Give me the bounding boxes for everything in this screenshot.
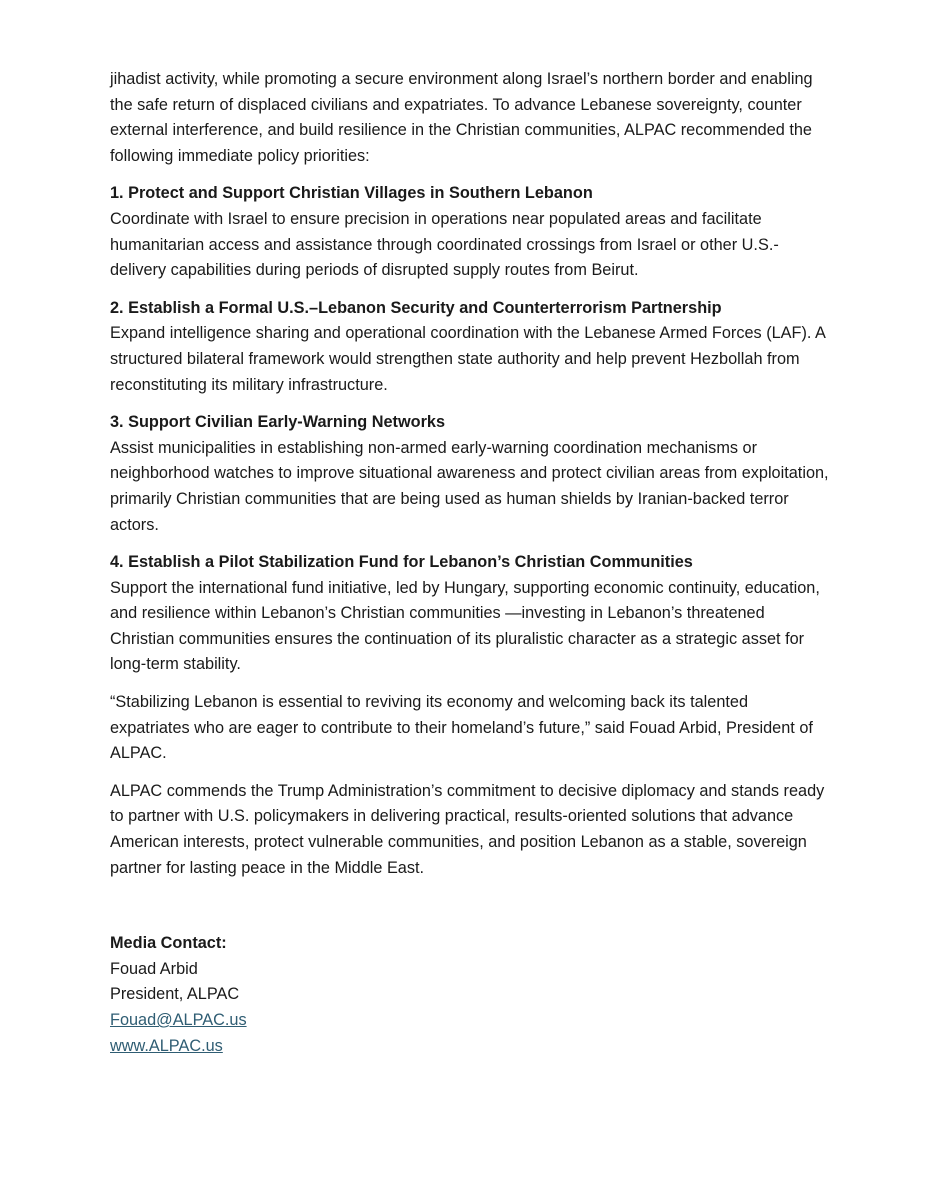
priority-1-body: Coordinate with Israel to ensure precision in operations near populated areas and facilitate humanitarian access and assistance through coordinated crossings from Israel or other U.S.-delivery capabilities during periods of disrupted supply routes from Beirut. bbox=[110, 209, 779, 280]
contact-name: Fouad Arbid bbox=[110, 959, 198, 978]
contact-title: President, ALPAC bbox=[110, 985, 240, 1004]
contact-website-link[interactable]: www.ALPAC.us bbox=[110, 1036, 223, 1055]
policy-priority-3 bbox=[110, 410, 830, 538]
priority-3-body: Assist municipalities in establishing non-armed early-warning coordination mechanisms or neighborhood watches to improve situational awareness and protect civilian areas from exploitation, primarily Christian communities that are being used as human shields by Iranian-backed terror actors. bbox=[110, 438, 829, 534]
contact-email-link[interactable]: Fouad@ALPAC.us bbox=[110, 1011, 247, 1029]
priority-4-title: 4. Establish a Pilot Stabilization Fund for Lebanon’s Christian Communities bbox=[110, 553, 693, 572]
media-contact-label: Media Contact: bbox=[110, 934, 227, 953]
priority-3-title: 3. Support Civilian Early-Warning Networks bbox=[110, 413, 446, 432]
priority-1-title: 1. Protect and Support Christian Villages in Southern Lebanon bbox=[110, 184, 593, 203]
policy-priority-2 bbox=[110, 296, 830, 398]
priority-2-title: 2. Establish a Formal U.S.–Lebanon Security and Counterterrorism Partnership bbox=[110, 298, 722, 317]
intro-paragraph: jihadist activity, while promoting a secure environment along Israel’s northern border and enabling the safe return of displaced civilians and expatriates. To advance Lebanese sovereignty, counter external interference, and build resilience in the Christian communities, ALPAC recommended the following immediate policy priorities: bbox=[110, 70, 813, 165]
document-page bbox=[110, 67, 830, 1059]
closing-paragraph: ALPAC commends the Trump Administration’s commitment to decisive diplomacy and stands ready to partner with U.S. policymakers in delivering practical, results-oriented solutions that advance American interests, protect vulnerable communities, and position Lebanon as a stable, sovereign partner for lasting peace in the Middle East. bbox=[110, 781, 825, 877]
quote-paragraph: “Stabilizing Lebanon is essential to reviving its economy and welcoming back its talented expatriates who are eager to contribute to their homeland’s future,” said Fouad Arbid, President of ALPAC. bbox=[110, 693, 813, 763]
media-contact-block bbox=[110, 931, 830, 1059]
policy-priority-4 bbox=[110, 550, 830, 678]
priority-4-body: Support the international fund initiative, led by Hungary, supporting economic continuity, education, and resilience within Lebanon’s Christian communities —investing in Lebanon’s threatened Christian communities ensures the continuation of its pluralistic character as a strategic asset for long-term stability. bbox=[110, 578, 820, 674]
priority-2-body: Expand intelligence sharing and operational coordination with the Lebanese Armed Forces (LAF). A structured bilateral framework would strengthen state authority and help prevent Hezbollah from reconstituting its military infrastructure. bbox=[110, 324, 826, 394]
policy-priority-1 bbox=[110, 181, 830, 283]
